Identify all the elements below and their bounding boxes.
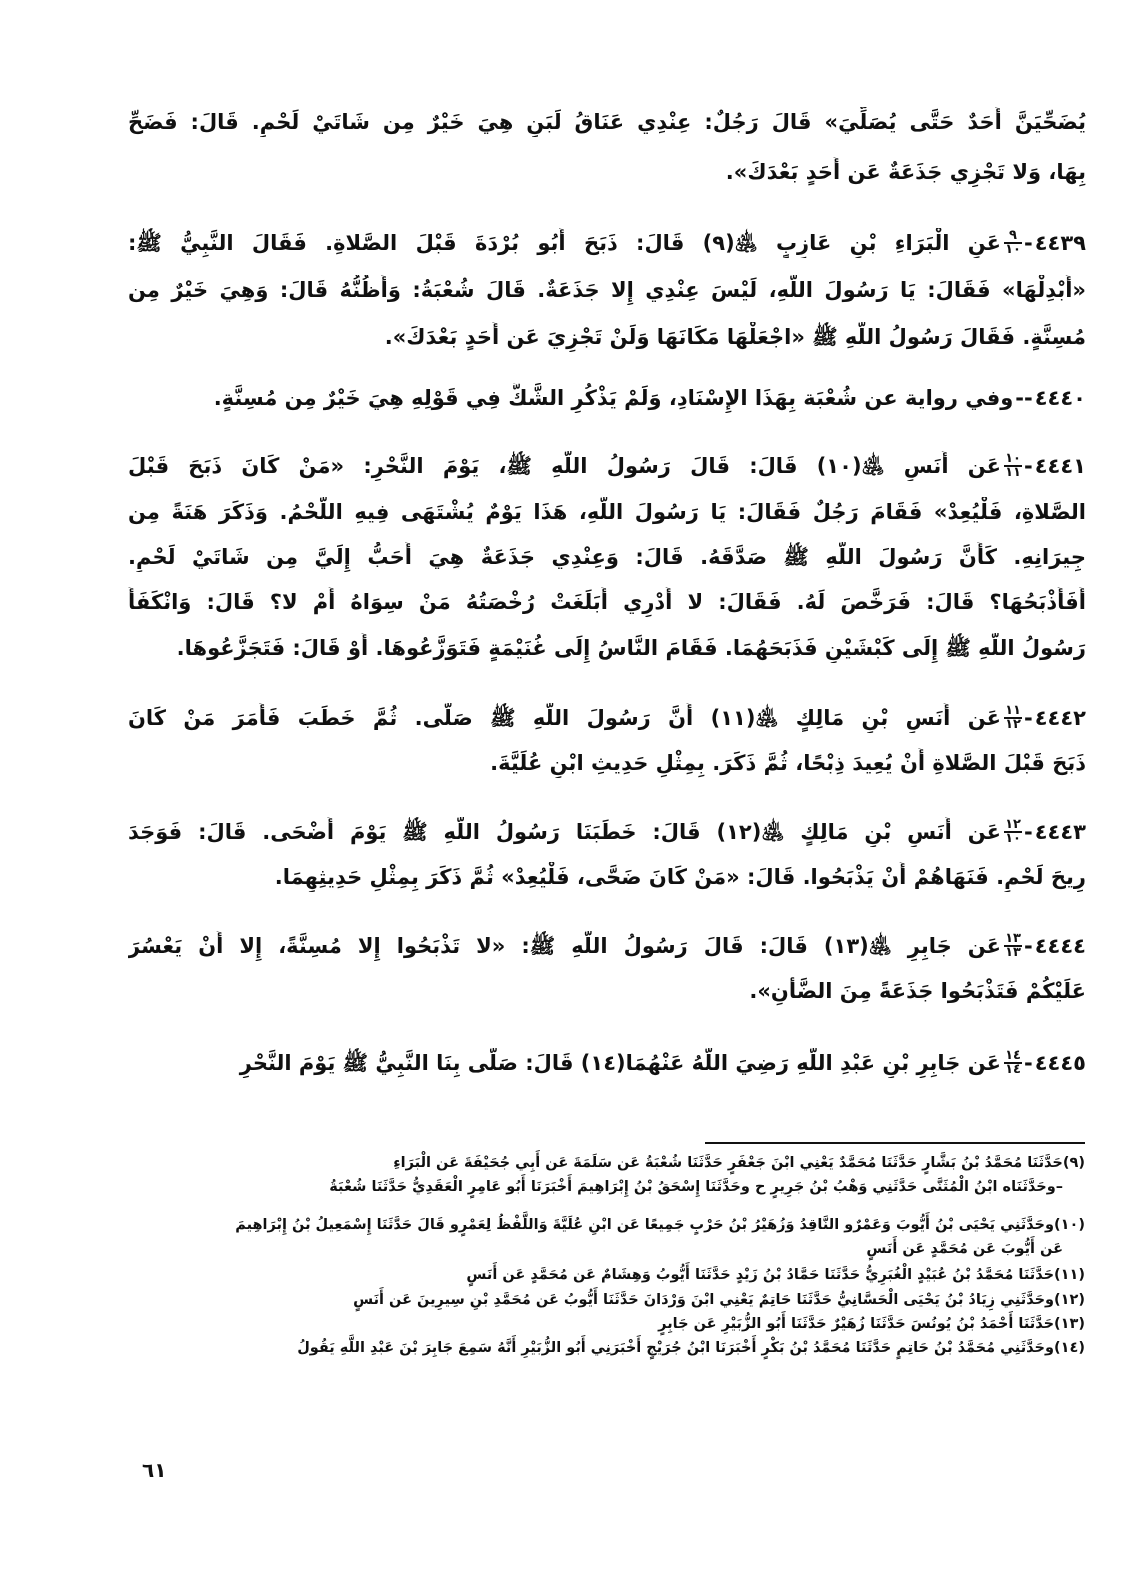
footnote: (١٣)حَدَّثَنَا أَحْمَدُ بْنُ يُونُسَ حَدَّثَنَا زُهَيْرٌ حَدَّثَنَا أَبُو الزُّبَيْرِ عَن جَابِرٍ [658, 1316, 1085, 1332]
footnote: –وحَدَّثَنَاه ابْنُ الْمُثَنَّى حَدَّثَنِي وَهْبُ بْنُ جَرِيرٍ ح وحَدَّثَنَا إِسْحَقُ بْنُ إِبْرَاهِيمَ أَخْبَرَنَا أَبُو عَامِرٍ الْعَقَدِيُّ حَدَّثَنَا شُعْبَةُ [329, 1179, 1063, 1195]
text-line [128, 862, 1086, 892]
hadith-text: رَسُولُ اللَّهِ ﷺ إِلَى كَبْشَيْنِ فَذَبَحَهُمَا. فَقَامَ النَّاسُ إِلَى غُنَيْمَةٍ فَتَوَزَّعُوهَا. أَوْ قَالَ: فَتَجَزَّعُوهَا. [176, 636, 1086, 660]
hadith-text: عَن أَنَسِ بْنِ مَالِكٍ ﵁(١٢) قَالَ: خَطَبَنَا رَسُولُ اللَّهِ ﷺ يَوْمَ أَضْحَى. قَالَ: فَوَجَدَ [128, 820, 1001, 844]
fraction-bottom: ١٣ [1005, 945, 1021, 960]
footnote: (١٠)وحَدَّثَنِي يَحْيَى بْنُ أَيُّوبَ وَعَمْرٌو النَّاقِدُ وَزُهَيْرُ بْنُ حَرْبٍ جَمِيعًا عَن ابْنِ عُلَيَّةَ وَاللَّفْظُ لِعَمْرٍو قَالَ حَدَّثَنَا إِسْمَعِيلُ بْنُ إِبْرَاهِيمَ [235, 1217, 1085, 1233]
hadith-first-line [128, 451, 1086, 481]
fraction-bottom: ١٢ [1005, 717, 1021, 732]
hadith-text: عَن جَابِرِ بْنِ عَبْدِ اللَّهِ رَضِيَ اللَّهُ عَنْهُمَا(١٤) قَالَ: صَلَّى بِنَا النَّبِيُّ ﷺ يَوْمَ النَّحْرِ [239, 1051, 1001, 1075]
hadith-number: ٤٤٤٤ [1034, 934, 1086, 958]
hadith-text: «أَبْدِلْهَا» فَقَالَ: يَا رَسُولَ اللَّهِ، لَيْسَ عِنْدِي إِلا جَذَعَةٌ. قَالَ شُعْبَةُ: وَأَظُنُّهُ قَالَ: وَهِيَ خَيْرٌ مِن [128, 278, 1086, 302]
hadith-text: ذَبَحَ قَبْلَ الصَّلاةِ أَنْ يُعِيدَ ذِبْحًا، ثُمَّ ذَكَرَ. بِمِثْلِ حَدِيثِ ابْنِ عُلَيَّةَ. [490, 751, 1086, 775]
footnote: (١٤)وحَدَّثَنِي مُحَمَّدُ بْنُ حَاتِمٍ حَدَّثَنَا مُحَمَّدُ بْنُ بَكْرٍ أَخْبَرَنَا ابْنُ جُرَيْجٍ أَخْبَرَنِي أَبُو الزُّبَيْرِ أَنَّهُ سَمِعَ جَابِرَ بْنَ عَبْدِ اللَّهِ يَقُولُ [297, 1340, 1085, 1356]
footnote: (١٢)وحَدَّثَنِي زِيَادُ بْنُ يَحْيَى الْحَسَّانِيُّ حَدَّثَنَا حَاتِمٌ يَعْنِي ابْنَ وَرْدَانَ حَدَّثَنَا أَيُّوبُ عَن مُحَمَّدِ بْنِ سِيرِينَ عَن أَنَسٍ [353, 1292, 1085, 1308]
hadith-first-line [128, 228, 1086, 258]
fraction-top: ١٠ [1005, 451, 1021, 466]
hadith-reference-fraction [1004, 933, 1022, 959]
hadith-number: ٤٤٤٣ [1034, 820, 1086, 844]
hadith-text: وفي رواية عن شُعْبَة بِهَذَا الإِسْنَادِ، وَلَمْ يَذْكُرِ الشَّكَّ فِي قَوْلِهِ هِيَ خَيْرٌ مِن مُسِنَّةٍ. [213, 386, 1014, 410]
footnote: (١١)حَدَّثَنَا مُحَمَّدُ بْنُ عُبَيْدٍ الْغُبَرِيُّ حَدَّثَنَا حَمَّادُ بْنُ زَيْدٍ حَدَّثَنَا أَيُّوبُ وَهِشَامٌ عَن مُحَمَّدٍ عَن أَنَسٍ [466, 1267, 1085, 1283]
hadith-first-line [128, 817, 1086, 847]
hadith-number: ٤٤٤٥ [1034, 1051, 1086, 1075]
text-line [128, 157, 1086, 187]
hadith-text: مُسِنَّةٍ. فَقَالَ رَسُولُ اللَّهِ ﷺ «اجْعَلْهَا مَكَانَهَا وَلَنْ تَجْزِيَ عَن أَحَدٍ بَعْدَكَ». [384, 325, 1086, 349]
dash-separator: - [1024, 231, 1033, 255]
footnote: عَن أَيُّوبَ عَن مُحَمَّدٍ عَن أَنَسٍ [866, 1241, 1063, 1257]
dash-separator: - [1024, 1051, 1033, 1075]
text-line [128, 322, 1086, 352]
dash-separator: -- [1015, 386, 1033, 410]
footnote-separator [705, 1142, 1085, 1144]
hadith-reference-fraction [1004, 819, 1022, 845]
hadith-text: عَلَيْكُمْ فَتَذْبَحُوا جَذَعَةً مِنَ الضَّأْنِ». [749, 979, 1086, 1003]
text-line [128, 748, 1086, 778]
fraction-bottom: ١٠ [1005, 831, 1021, 846]
hadith-number: ٤٤٣٩ [1034, 231, 1086, 255]
footnote: (٩)حَدَّثَنَا مُحَمَّدُ بْنُ بَشَّارٍ حَدَّثَنَا مُحَمَّدٌ يَعْنِي ابْنَ جَعْفَرٍ حَدَّثَنَا شُعْبَةُ عَن سَلَمَةَ عَن أَبِي جُحَيْفَةَ عَن الْبَرَاءِ [393, 1155, 1085, 1171]
dash-separator: - [1024, 454, 1033, 478]
fraction-top: ١٤ [1005, 1048, 1021, 1063]
hadith-text: الصَّلاةِ، فَلْيُعِدْ» فَقَامَ رَجُلٌ فَقَالَ: يَا رَسُولَ اللَّهِ، هَذَا يَوْمٌ يُشْتَهَى فِيهِ اللَّحْمُ. وَذَكَرَ هَنَةً مِن [128, 500, 1086, 524]
text-line [128, 497, 1086, 527]
text-line [128, 633, 1086, 663]
hadith-text: عَن أَنَسِ بْنِ مَالِكٍ ﵁(١١) أَنَّ رَسُولَ اللَّهِ ﷺ صَلَّى. ثُمَّ خَطَبَ فَأَمَرَ مَنْ كَانَ [128, 706, 1001, 730]
hadith-text: جِيرَانِهِ. كَأَنَّ رَسُولَ اللَّهِ ﷺ صَدَّقَهُ. قَالَ: وَعِنْدِي جَذَعَةٌ هِيَ أَحَبُّ إِلَيَّ مِن شَاتَيْ لَحْمٍ. [128, 545, 1086, 569]
hadith-reference-fraction [1004, 1050, 1022, 1076]
hadith-reference-fraction [1004, 705, 1022, 731]
hadith-reference-fraction [1004, 453, 1022, 479]
text-line [128, 107, 1086, 137]
hadith-text: أَفَأَذْبَحُهَا؟ قَالَ: فَرَخَّصَ لَهُ. فَقَالَ: لا أَدْرِي أَبَلَغَتْ رُخْصَتُهُ مَنْ سِوَاهُ أَمْ لا؟ قَالَ: وَانْكَفَأَ [128, 590, 1086, 614]
fraction-top: ١٢ [1005, 817, 1021, 832]
hadith-reference-fraction [1004, 230, 1022, 256]
text-line [128, 587, 1086, 617]
fraction-top: ١٣ [1005, 931, 1021, 946]
hadith-number: ٤٤٤١ [1034, 454, 1086, 478]
text-line [128, 976, 1086, 1006]
hadith-first-line [128, 1048, 1086, 1078]
dash-separator: - [1024, 706, 1033, 730]
dash-separator: - [1024, 820, 1033, 844]
hadith-first-line [128, 931, 1086, 961]
hadith-first-line [128, 703, 1086, 733]
dash-separator: - [1024, 934, 1033, 958]
hadith-text: عَن أَنَسٍ ﵁(١٠) قَالَ: قَالَ رَسُولُ اللَّهِ ﷺ، يَوْمَ النَّحْرِ: «مَنْ كَانَ ذَبَحَ قَبْلَ [128, 454, 1001, 478]
text-line [128, 275, 1086, 305]
fraction-top: ١١ [1005, 703, 1021, 718]
hadith-text: بِهَا، وَلا تَجْزِي جَذَعَةٌ عَن أَحَدٍ بَعْدَكَ». [725, 160, 1086, 184]
hadith-text: عَن جَابِرٍ ﵁(١٣) قَالَ: قَالَ رَسُولُ اللَّهِ ﷺ: «لا تَذْبَحُوا إِلا مُسِنَّةً، إِلا أَنْ يَعْسُرَ [128, 934, 1001, 958]
hadith-number: ٤٤٤٢ [1034, 706, 1086, 730]
fraction-bottom: ١١ [1005, 465, 1021, 480]
fraction-bottom: ١٤ [1005, 1062, 1021, 1077]
text-line [128, 542, 1086, 572]
fraction-bottom: ١٠ [1005, 242, 1021, 257]
hadith-text: رِيحَ لَحْمٍ. فَنَهَاهُمْ أَنْ يَذْبَحُوا. قَالَ: «مَنْ كَانَ ضَحَّى، فَلْيُعِدْ» ثُمَّ ذَكَرَ بِمِثْلِ حَدِيثِهِمَا. [274, 865, 1086, 889]
hadith-text: عَنِ الْبَرَاءِ بْنِ عَازِبٍ ﵁(٩) قَالَ: ذَبَحَ أَبُو بُرْدَةَ قَبْلَ الصَّلاةِ. فَقَالَ النَّبِيُّ ﷺ: [128, 231, 1001, 255]
hadith-number: ٤٤٤٠ [1034, 386, 1086, 410]
hadith-first-line [128, 383, 1086, 413]
page-number: ٦١ [142, 1458, 167, 1482]
hadith-text: يُضَحِّيَنَّ أَحَدٌ حَتَّى يُصَلِّيَ» قَالَ رَجُلٌ: عِنْدِي عَنَاقُ لَبَنٍ هِيَ خَيْرٌ مِن شَاتَيْ لَحْمٍ. قَالَ: فَضَحِّ [128, 110, 1086, 134]
fraction-top: ٩ [1009, 228, 1017, 243]
